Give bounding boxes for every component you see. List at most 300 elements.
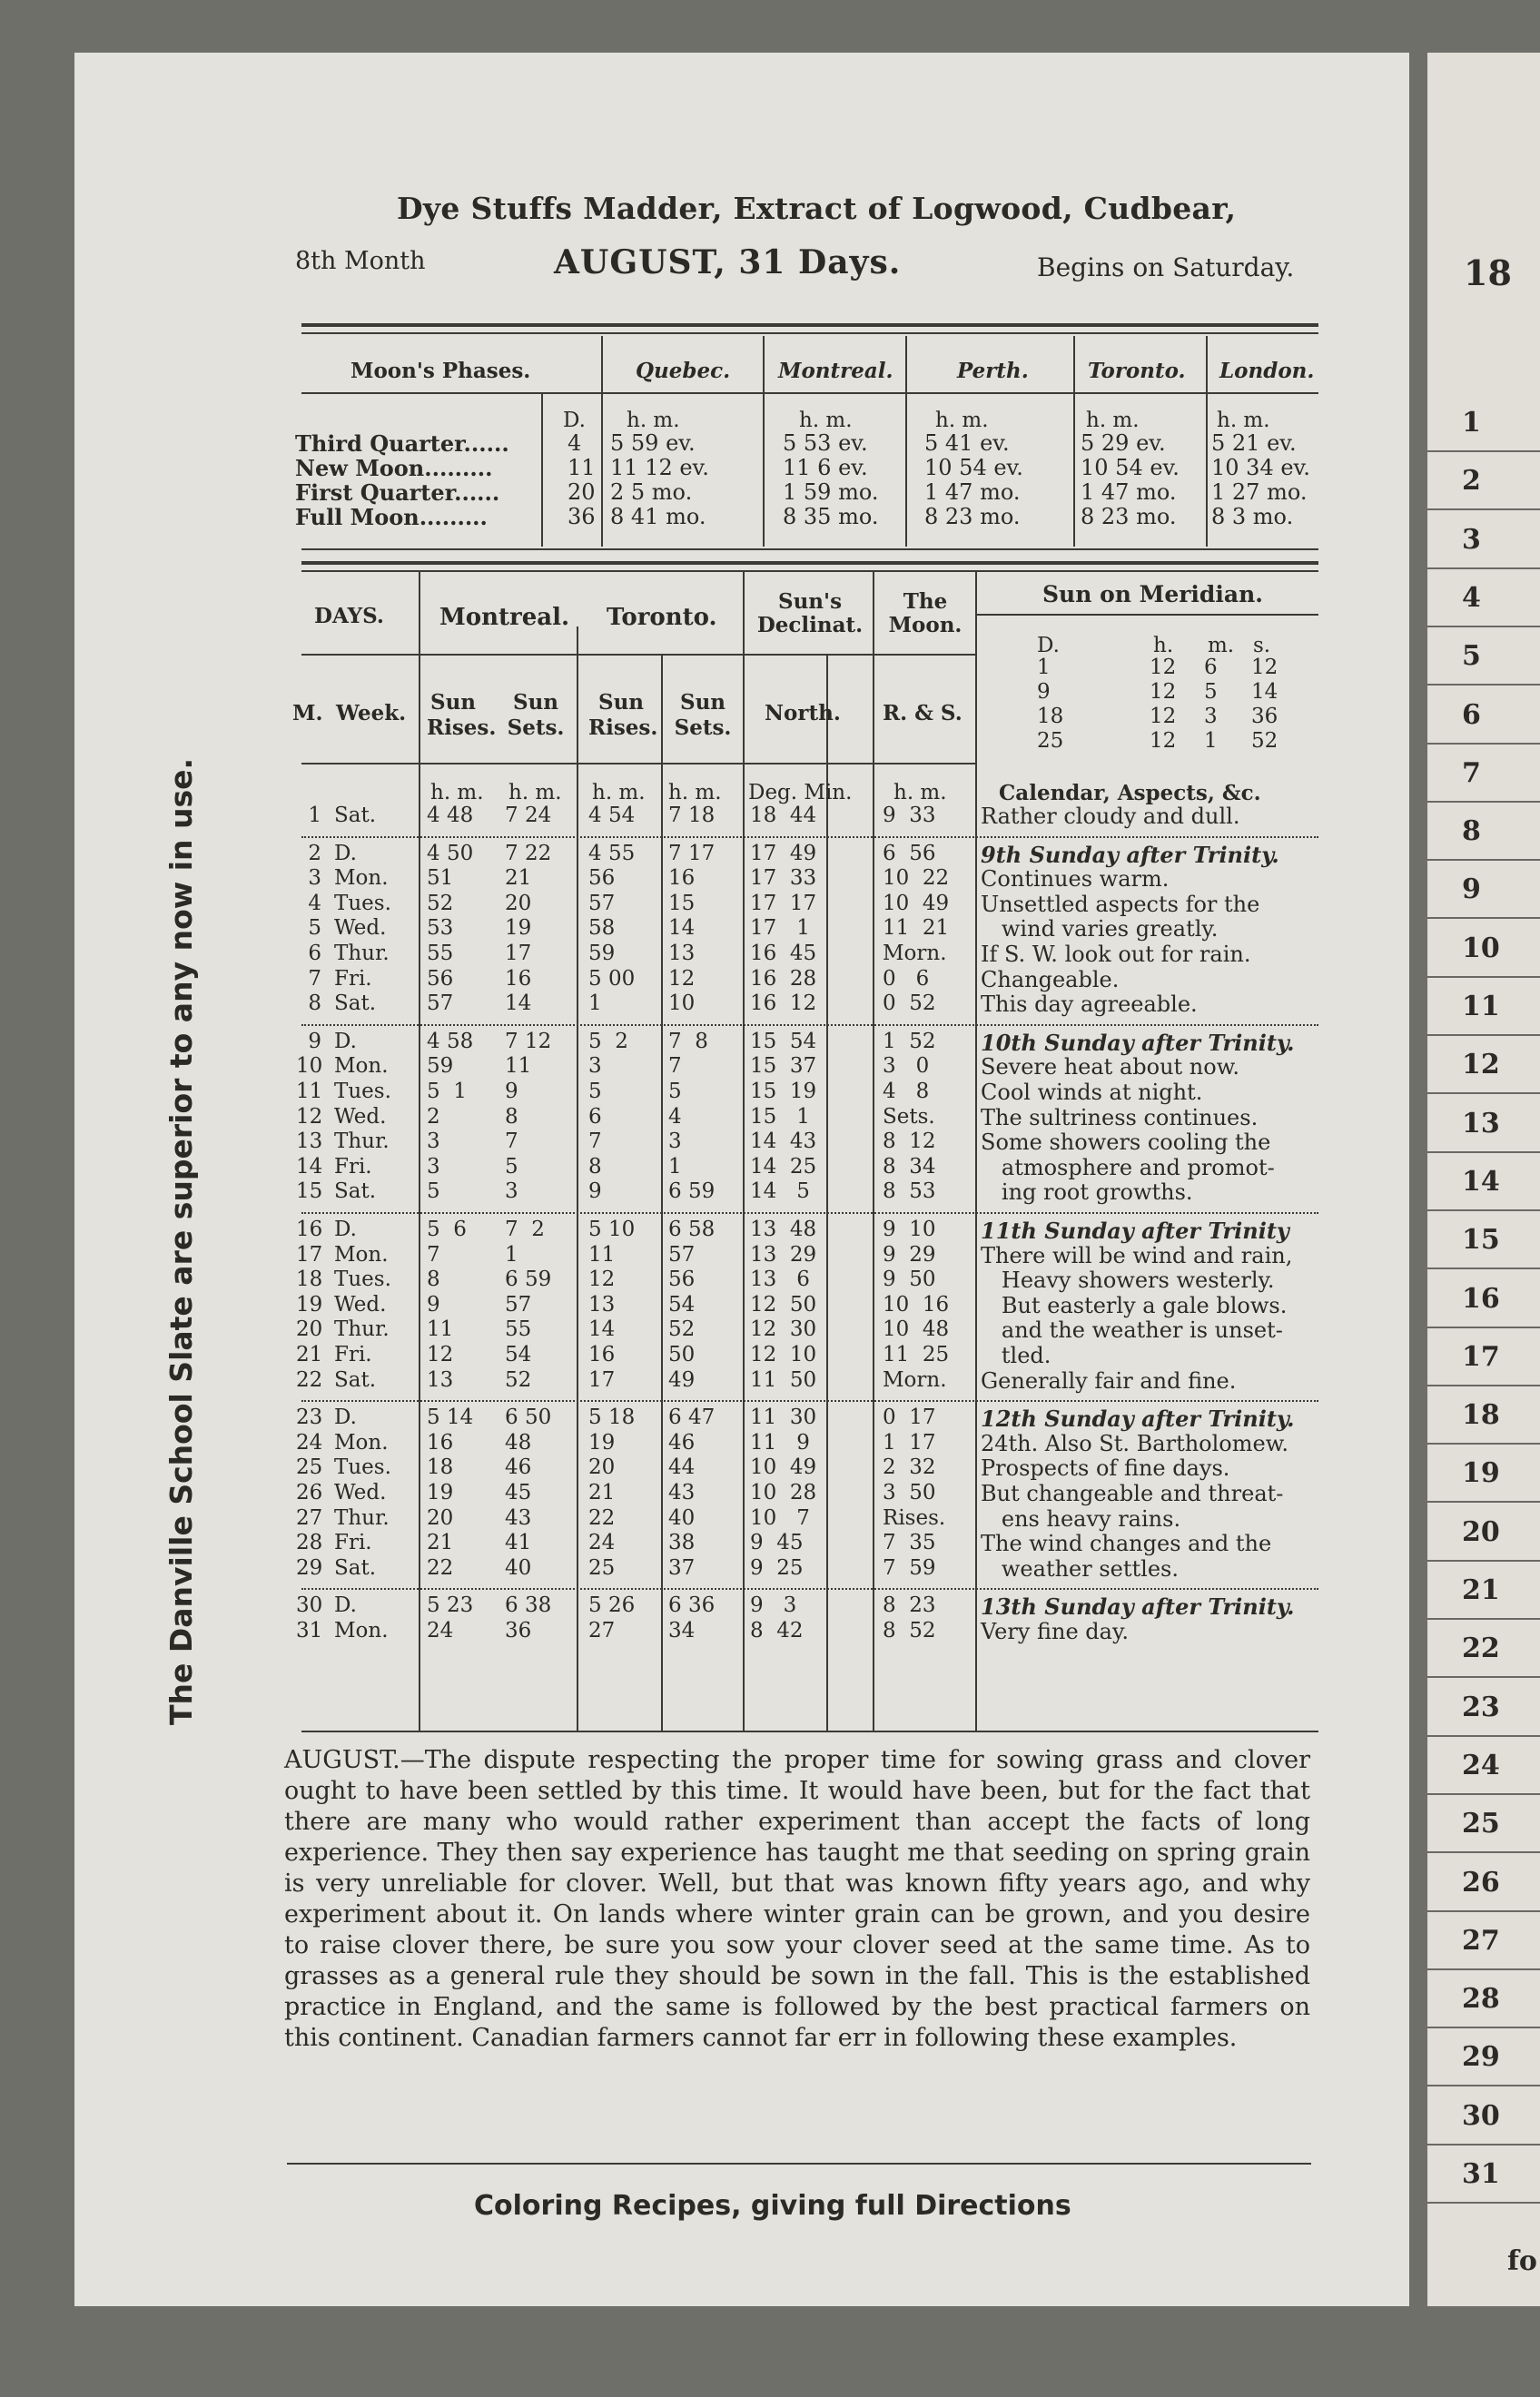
adjacent-row-line (1427, 1676, 1540, 1678)
unit-hm: h. m. (592, 781, 646, 804)
day-cell-moon: 4 8 (883, 1080, 930, 1103)
day-cell-ts: 6 47 (668, 1406, 716, 1430)
calendar-note: Very fine day. (981, 1619, 1129, 1644)
hdr-rs: R. & S. (883, 701, 962, 725)
day-cell-w: Mon. (334, 1430, 389, 1455)
col-divider (975, 572, 977, 1731)
adjacent-row-line (1427, 917, 1540, 919)
adjacent-row-line (1427, 1560, 1540, 1562)
day-cell-w: Thur. (334, 942, 390, 965)
day-cell-dec: 17 1 (750, 916, 810, 941)
adjacent-row-line (1427, 1151, 1540, 1153)
hdr-montreal: Montreal. (439, 604, 570, 631)
day-cell-tr: 12 (588, 1268, 616, 1292)
day-cell-ms: 7 (505, 1129, 518, 1154)
phases-header-name: Moon's Phases. (350, 359, 531, 383)
hdr-week: Week. (336, 701, 407, 725)
phase-montreal: 11 6 ev. (783, 455, 868, 480)
adjacent-row-line (1427, 1793, 1540, 1795)
day-cell-w: Tues. (334, 891, 391, 915)
day-cell-m: 24 (296, 1430, 323, 1455)
phase-d: 36 (568, 504, 596, 529)
day-cell-ms: 7 22 (505, 841, 552, 865)
calendar-note: 13th Sunday after Trinity. (981, 1593, 1295, 1621)
day-cell-mr: 20 (427, 1505, 454, 1530)
adjacent-day-number: 6 (1462, 698, 1481, 731)
day-cell-moon: 10 49 (883, 891, 950, 915)
day-cell-ts: 15 (668, 891, 696, 915)
day-cell-ts: 43 (668, 1481, 696, 1504)
adjacent-day-number: 27 (1462, 1924, 1500, 1957)
day-cell-moon: 9 33 (883, 804, 936, 827)
day-cell-w: D. (334, 1029, 357, 1053)
day-cell-mr: 5 14 (427, 1406, 474, 1430)
day-cell-mr: 4 58 (427, 1029, 474, 1053)
meridian-cell: 12 (1150, 680, 1177, 704)
adjacent-row-line (1427, 2085, 1540, 2086)
day-cell-mr: 21 (427, 1531, 454, 1555)
unit-hm: h. m. (893, 781, 947, 804)
adjacent-day-number: 17 (1462, 1340, 1500, 1373)
col-divider (1206, 336, 1208, 547)
calendar-note: and the weather is unset- (981, 1317, 1283, 1344)
col-divider (743, 572, 745, 1731)
phases-header-toronto: Toronto. (1088, 359, 1186, 383)
day-cell-ms: 57 (505, 1292, 532, 1317)
calendar-note: Continues warm. (981, 866, 1170, 893)
calendar-note: ing root growths. (981, 1179, 1193, 1206)
day-cell-m: 11 (296, 1080, 323, 1103)
adjacent-day-number: 7 (1462, 756, 1481, 789)
week-separator (301, 1400, 1318, 1402)
day-cell-w: Mon. (334, 1242, 389, 1267)
adjacent-row-line (1427, 1209, 1540, 1211)
phases-sub-hm: h. m. (935, 409, 989, 432)
day-cell-ms: 17 (505, 942, 532, 965)
day-cell-m: 25 (296, 1455, 323, 1480)
day-cell-dec: 14 25 (750, 1154, 817, 1179)
adjacent-day-number: 16 (1462, 1282, 1500, 1315)
adjacent-day-number: 12 (1462, 1049, 1500, 1081)
begins-label: Begins on Saturday. (1037, 252, 1295, 282)
august-paragraph: AUGUST.—The dispute respecting the proper time for sowing grass and clover ought to have been settled by this time. It would have been, but for the fact that there are many who would rather experiment than accept the facts of long experience. They then say experience has taught me that seeding on spring grain is very unreliable for clover. Well, but that was known fifty years ago, and why experiment about it. On lands where winter grain can be grown, and you desire to raise clover there, be sure you sow your clover seed at the same time. As to grasses as a general rule they should be sown in the fall. This is the established practice in England, and the same is followed by the best practical farmers on this continent. Canadian farmers cannot far err in following these examples. (284, 1746, 1310, 2052)
day-cell-dec: 11 9 (750, 1430, 810, 1455)
day-cell-moon: 0 17 (883, 1406, 936, 1430)
day-cell-w: Sat. (334, 1367, 377, 1392)
week-separator (301, 1024, 1318, 1026)
hdr-moon: The Moon. (888, 589, 962, 637)
day-cell-mr: 5 6 (427, 1218, 467, 1241)
calendar-note: 11th Sunday after Trinity (981, 1218, 1289, 1244)
day-cell-m: 23 (296, 1406, 323, 1430)
day-cell-w: Mon. (334, 1054, 389, 1079)
phase-london: 10 34 ev. (1211, 455, 1310, 480)
day-cell-ts: 6 58 (668, 1218, 716, 1241)
day-cell-ts: 44 (668, 1455, 696, 1480)
day-cell-m: 18 (296, 1268, 323, 1292)
unit-hm: h. m. (430, 781, 484, 804)
day-cell-moon: 0 6 (883, 966, 930, 991)
day-cell-dec: 14 43 (750, 1129, 817, 1154)
day-cell-dec: 16 45 (750, 942, 817, 965)
day-cell-ts: 38 (668, 1531, 696, 1555)
day-cell-ts: 6 59 (668, 1179, 716, 1204)
day-cell-w: D. (334, 1406, 357, 1430)
day-cell-mr: 52 (427, 891, 454, 915)
day-cell-ts: 50 (668, 1343, 696, 1366)
day-cell-dec: 9 25 (750, 1555, 804, 1580)
phase-quebec: 8 41 mo. (610, 504, 706, 529)
phase-montreal: 1 59 mo. (783, 479, 879, 505)
calendar-note: Severe heat about now. (981, 1054, 1240, 1080)
day-cell-m: 7 (308, 966, 321, 991)
day-cell-tr: 56 (588, 866, 616, 891)
day-cell-moon: 9 10 (883, 1218, 936, 1241)
year-fragment: 18 (1464, 252, 1512, 293)
day-cell-moon: 1 52 (883, 1029, 936, 1053)
adjacent-row-line (1427, 1092, 1540, 1094)
unit-hm: h. m. (668, 781, 722, 804)
adjacent-row-line (1427, 1327, 1540, 1328)
adjacent-day-number: 19 (1462, 1457, 1500, 1490)
day-cell-ts: 7 17 (668, 841, 716, 865)
day-cell-tr: 5 26 (588, 1593, 636, 1618)
week-separator (301, 836, 1318, 838)
day-cell-w: Wed. (334, 1481, 387, 1504)
day-cell-w: Sat. (334, 1179, 377, 1204)
day-cell-ms: 3 (505, 1179, 518, 1204)
day-cell-moon: Rises. (883, 1505, 946, 1530)
day-cell-tr: 22 (588, 1505, 616, 1530)
day-cell-mr: 11 (427, 1317, 454, 1342)
day-cell-ms: 40 (505, 1555, 532, 1580)
adjacent-row-line (1427, 508, 1540, 510)
adjacent-day-number: 13 (1462, 1107, 1500, 1139)
adjacent-day-number: 26 (1462, 1866, 1500, 1899)
calendar-note: Generally fair and fine. (981, 1367, 1237, 1394)
day-cell-mr: 51 (427, 866, 454, 891)
phase-quebec: 2 5 mo. (610, 479, 693, 505)
day-cell-w: D. (334, 841, 357, 865)
hdr-declination: Sun's Declinat. (756, 589, 864, 637)
day-cell-ms: 11 (505, 1054, 532, 1079)
day-cell-tr: 8 (588, 1154, 602, 1179)
day-cell-dec: 10 7 (750, 1505, 810, 1530)
meridian-cell: 12 (1150, 729, 1177, 753)
day-cell-dec: 10 49 (750, 1455, 817, 1480)
adjacent-day-number: 24 (1462, 1749, 1500, 1781)
day-cell-dec: 13 6 (750, 1268, 810, 1292)
phase-toronto: 8 23 mo. (1081, 504, 1177, 529)
phase-montreal: 8 35 mo. (783, 504, 879, 529)
day-cell-w: Thur. (334, 1129, 390, 1154)
adjacent-day-number: 8 (1462, 815, 1481, 848)
day-cell-tr: 5 18 (588, 1406, 636, 1430)
day-cell-dec: 17 17 (750, 891, 817, 915)
phase-name: First Quarter...... (295, 479, 500, 506)
day-cell-dec: 13 48 (750, 1218, 817, 1241)
day-cell-ms: 6 59 (505, 1268, 552, 1292)
adjacent-day-number: 9 (1462, 873, 1481, 906)
side-advert: The Danville School Slate are superior to any now in use. (163, 757, 199, 1725)
day-cell-m: 15 (296, 1179, 323, 1204)
adjacent-row-line (1427, 2144, 1540, 2145)
day-cell-ms: 41 (505, 1531, 532, 1555)
rule (301, 332, 1318, 334)
day-cell-mr: 5 23 (427, 1593, 474, 1618)
day-cell-mr: 2 (427, 1104, 440, 1129)
day-cell-ms: 7 24 (505, 804, 552, 827)
day-cell-m: 12 (296, 1104, 323, 1129)
adjacent-day-number: 20 (1462, 1515, 1500, 1548)
day-cell-dec: 17 33 (750, 866, 817, 891)
day-cell-tr: 1 (588, 991, 602, 1016)
day-cell-moon: 9 50 (883, 1268, 936, 1292)
advert-top: Dye Stuffs Madder, Extract of Logwood, Cudbear, (397, 191, 1237, 226)
adjacent-day-number: 18 (1462, 1399, 1500, 1432)
rule (301, 548, 1318, 550)
day-cell-w: Wed. (334, 916, 387, 941)
day-cell-tr: 5 00 (588, 966, 636, 991)
day-cell-w: Thur. (334, 1317, 390, 1342)
meridian-cell: 12 (1150, 705, 1177, 728)
day-cell-ms: 16 (505, 966, 532, 991)
day-cell-moon: 11 21 (883, 916, 950, 941)
day-cell-ts: 13 (668, 942, 696, 965)
day-cell-m: 1 (308, 804, 321, 827)
day-cell-w: D. (334, 1593, 357, 1618)
day-cell-ts: 56 (668, 1268, 696, 1292)
day-cell-m: 3 (308, 866, 321, 891)
day-cell-dec: 12 10 (750, 1343, 817, 1366)
day-cell-ms: 36 (505, 1619, 532, 1642)
day-cell-moon: 2 32 (883, 1455, 936, 1480)
day-cell-tr: 5 10 (588, 1218, 636, 1241)
day-cell-mr: 5 (427, 1179, 440, 1204)
phase-toronto: 5 29 ev. (1081, 430, 1166, 456)
adjacent-row-line (1427, 1910, 1540, 1912)
day-cell-w: Wed. (334, 1104, 387, 1129)
day-cell-ts: 10 (668, 991, 696, 1016)
adjacent-row-line (1427, 1618, 1540, 1620)
adjacent-day-number: 22 (1462, 1633, 1500, 1665)
day-cell-m: 22 (296, 1367, 323, 1392)
day-cell-tr: 59 (588, 942, 616, 965)
day-cell-dec: 9 3 (750, 1593, 797, 1618)
rule (975, 614, 1318, 616)
adjacent-row-line (1427, 1851, 1540, 1853)
phases-sub-hm: h. m. (1086, 409, 1140, 432)
day-cell-moon: Morn. (883, 942, 947, 965)
day-cell-ts: 14 (668, 916, 696, 941)
day-cell-ts: 1 (668, 1154, 682, 1179)
day-cell-w: Sat. (334, 991, 377, 1016)
day-cell-dec: 15 37 (750, 1054, 817, 1079)
day-cell-mr: 18 (427, 1455, 454, 1480)
week-separator (301, 1212, 1318, 1214)
day-cell-ms: 5 (505, 1154, 518, 1179)
day-cell-mr: 3 (427, 1154, 440, 1179)
phase-perth: 10 54 ev. (924, 455, 1023, 480)
adjacent-row-line (1427, 743, 1540, 745)
meridian-cell: 6 (1204, 656, 1218, 679)
phases-header-perth: Perth. (957, 359, 1029, 383)
adjacent-row-line (1427, 1735, 1540, 1737)
calendar-note: This day agreeable. (981, 991, 1198, 1018)
day-cell-mr: 16 (427, 1430, 454, 1455)
day-cell-tr: 13 (588, 1292, 616, 1317)
day-cell-ms: 43 (505, 1505, 532, 1530)
rule (287, 2163, 1311, 2165)
phase-quebec: 5 59 ev. (610, 430, 696, 456)
meridian-cell: 14 (1251, 680, 1278, 704)
day-cell-tr: 3 (588, 1054, 602, 1079)
day-cell-mr: 55 (427, 942, 454, 965)
hdr-calendar: Calendar, Aspects, &c. (999, 781, 1261, 805)
adjacent-row-line (1427, 801, 1540, 803)
phase-montreal: 5 53 ev. (783, 430, 868, 456)
day-cell-m: 14 (296, 1154, 323, 1179)
day-cell-mr: 53 (427, 916, 454, 941)
day-cell-w: Mon. (334, 1619, 389, 1642)
day-cell-ts: 57 (668, 1242, 696, 1267)
calendar-note: 12th Sunday after Trinity. (981, 1406, 1295, 1433)
hdr-m: M. (292, 701, 323, 725)
day-cell-w: Tues. (334, 1268, 391, 1292)
day-cell-m: 6 (308, 942, 321, 965)
meridian-cell: 36 (1251, 705, 1278, 728)
day-cell-moon: 8 23 (883, 1593, 936, 1618)
day-cell-dec: 12 50 (750, 1292, 817, 1317)
day-cell-ms: 20 (505, 891, 532, 915)
month-label: 8th Month (295, 247, 426, 275)
meridian-cell: 1 (1204, 729, 1218, 753)
day-cell-moon: 3 50 (883, 1481, 936, 1504)
day-cell-m: 28 (296, 1531, 323, 1555)
day-cell-tr: 4 55 (588, 841, 636, 865)
meridian-cell: 52 (1251, 729, 1278, 753)
phase-name: Full Moon......... (295, 504, 488, 530)
day-cell-moon: 7 35 (883, 1531, 936, 1555)
day-cell-ms: 9 (505, 1080, 518, 1103)
day-cell-dec: 15 54 (750, 1029, 817, 1053)
footer-advert: Coloring Recipes, giving full Directions (474, 2190, 1071, 2222)
day-cell-mr: 4 48 (427, 804, 474, 827)
day-cell-w: Mon. (334, 866, 389, 891)
day-cell-tr: 4 54 (588, 804, 636, 827)
day-cell-tr: 5 2 (588, 1029, 628, 1053)
phase-perth: 5 41 ev. (924, 430, 1010, 456)
day-cell-moon: 6 56 (883, 841, 936, 865)
calendar-note: The wind changes and the (981, 1531, 1272, 1557)
day-cell-m: 10 (296, 1054, 323, 1079)
adjacent-page (1427, 53, 1540, 2306)
day-cell-tr: 19 (588, 1430, 616, 1455)
day-cell-ms: 6 50 (505, 1406, 552, 1430)
day-cell-w: Fri. (334, 1343, 372, 1366)
day-cell-w: Sat. (334, 804, 377, 827)
day-cell-tr: 14 (588, 1317, 616, 1342)
day-cell-tr: 57 (588, 891, 616, 915)
hdr-meridian: Sun on Meridian. (1042, 581, 1263, 607)
day-cell-ts: 16 (668, 866, 696, 891)
adjacent-day-number: 25 (1462, 1808, 1500, 1840)
day-cell-ms: 8 (505, 1104, 518, 1129)
day-cell-ts: 54 (668, 1292, 696, 1317)
adjacent-day-number: 21 (1462, 1574, 1500, 1606)
day-cell-m: 31 (296, 1619, 323, 1642)
col-divider (873, 572, 874, 1731)
day-cell-m: 9 (308, 1029, 321, 1053)
day-cell-dec: 11 50 (750, 1367, 817, 1392)
day-cell-moon: 11 25 (883, 1343, 950, 1366)
calendar-note: Some showers cooling the (981, 1129, 1271, 1156)
adjacent-day-number: 30 (1462, 2099, 1500, 2132)
day-cell-tr: 17 (588, 1367, 616, 1392)
phase-london: 1 27 mo. (1211, 479, 1308, 505)
phases-header-montreal: Montreal. (778, 359, 893, 383)
calendar-note: tled. (981, 1343, 1051, 1368)
col-divider (577, 626, 578, 1731)
calendar-note: 10th Sunday after Trinity. (981, 1029, 1295, 1056)
calendar-note: 9th Sunday after Trinity. (981, 841, 1279, 868)
calendar-note: Cool winds at night. (981, 1080, 1203, 1105)
day-cell-w: Sat. (334, 1555, 377, 1580)
day-cell-mr: 3 (427, 1129, 440, 1154)
hdr-sun-rises: Sun Rises. (588, 690, 658, 740)
day-cell-ts: 7 8 (668, 1029, 708, 1053)
adjacent-row-line (1427, 859, 1540, 861)
day-cell-ts: 6 36 (668, 1593, 716, 1618)
day-cell-tr: 24 (588, 1531, 616, 1555)
adjacent-row-line (1427, 1968, 1540, 1970)
day-cell-dec: 13 29 (750, 1242, 817, 1267)
day-cell-mr: 57 (427, 991, 454, 1016)
day-cell-ts: 5 (668, 1080, 682, 1103)
rule (301, 561, 1318, 565)
adjacent-day-number: 1 (1462, 407, 1481, 439)
day-cell-m: 2 (308, 841, 321, 865)
day-cell-ms: 48 (505, 1430, 532, 1455)
adjacent-day-number: 23 (1462, 1691, 1500, 1723)
day-cell-m: 20 (296, 1317, 323, 1342)
meridian-cell: 5 (1204, 680, 1218, 704)
adjacent-row-line (1427, 1034, 1540, 1036)
calendar-note: The sultriness continues. (981, 1104, 1259, 1130)
day-cell-dec: 12 30 (750, 1317, 817, 1342)
phase-quebec: 11 12 ev. (610, 455, 709, 480)
day-cell-moon: 7 59 (883, 1555, 936, 1580)
day-cell-moon: 10 48 (883, 1317, 950, 1342)
day-cell-moon: 8 53 (883, 1179, 936, 1204)
day-cell-w: Fri. (334, 966, 372, 991)
hdr-sun-sets: Sun Sets. (507, 690, 565, 740)
day-cell-ms: 52 (505, 1367, 532, 1392)
hdr-toronto: Toronto. (607, 604, 717, 631)
adjacent-fragment: fo (1507, 2245, 1537, 2277)
day-cell-tr: 11 (588, 1242, 616, 1267)
rule (301, 1731, 1318, 1732)
day-cell-m: 5 (308, 916, 321, 941)
day-cell-tr: 20 (588, 1455, 616, 1480)
adjacent-row-line (1427, 1443, 1540, 1445)
meridian-cell: 25 (1037, 729, 1064, 753)
calendar-note: Heavy showers westerly. (981, 1268, 1275, 1294)
phase-name: Third Quarter...... (295, 430, 509, 457)
day-cell-mr: 22 (427, 1555, 454, 1580)
day-cell-m: 4 (308, 891, 321, 915)
adjacent-row-line (1427, 2202, 1540, 2204)
